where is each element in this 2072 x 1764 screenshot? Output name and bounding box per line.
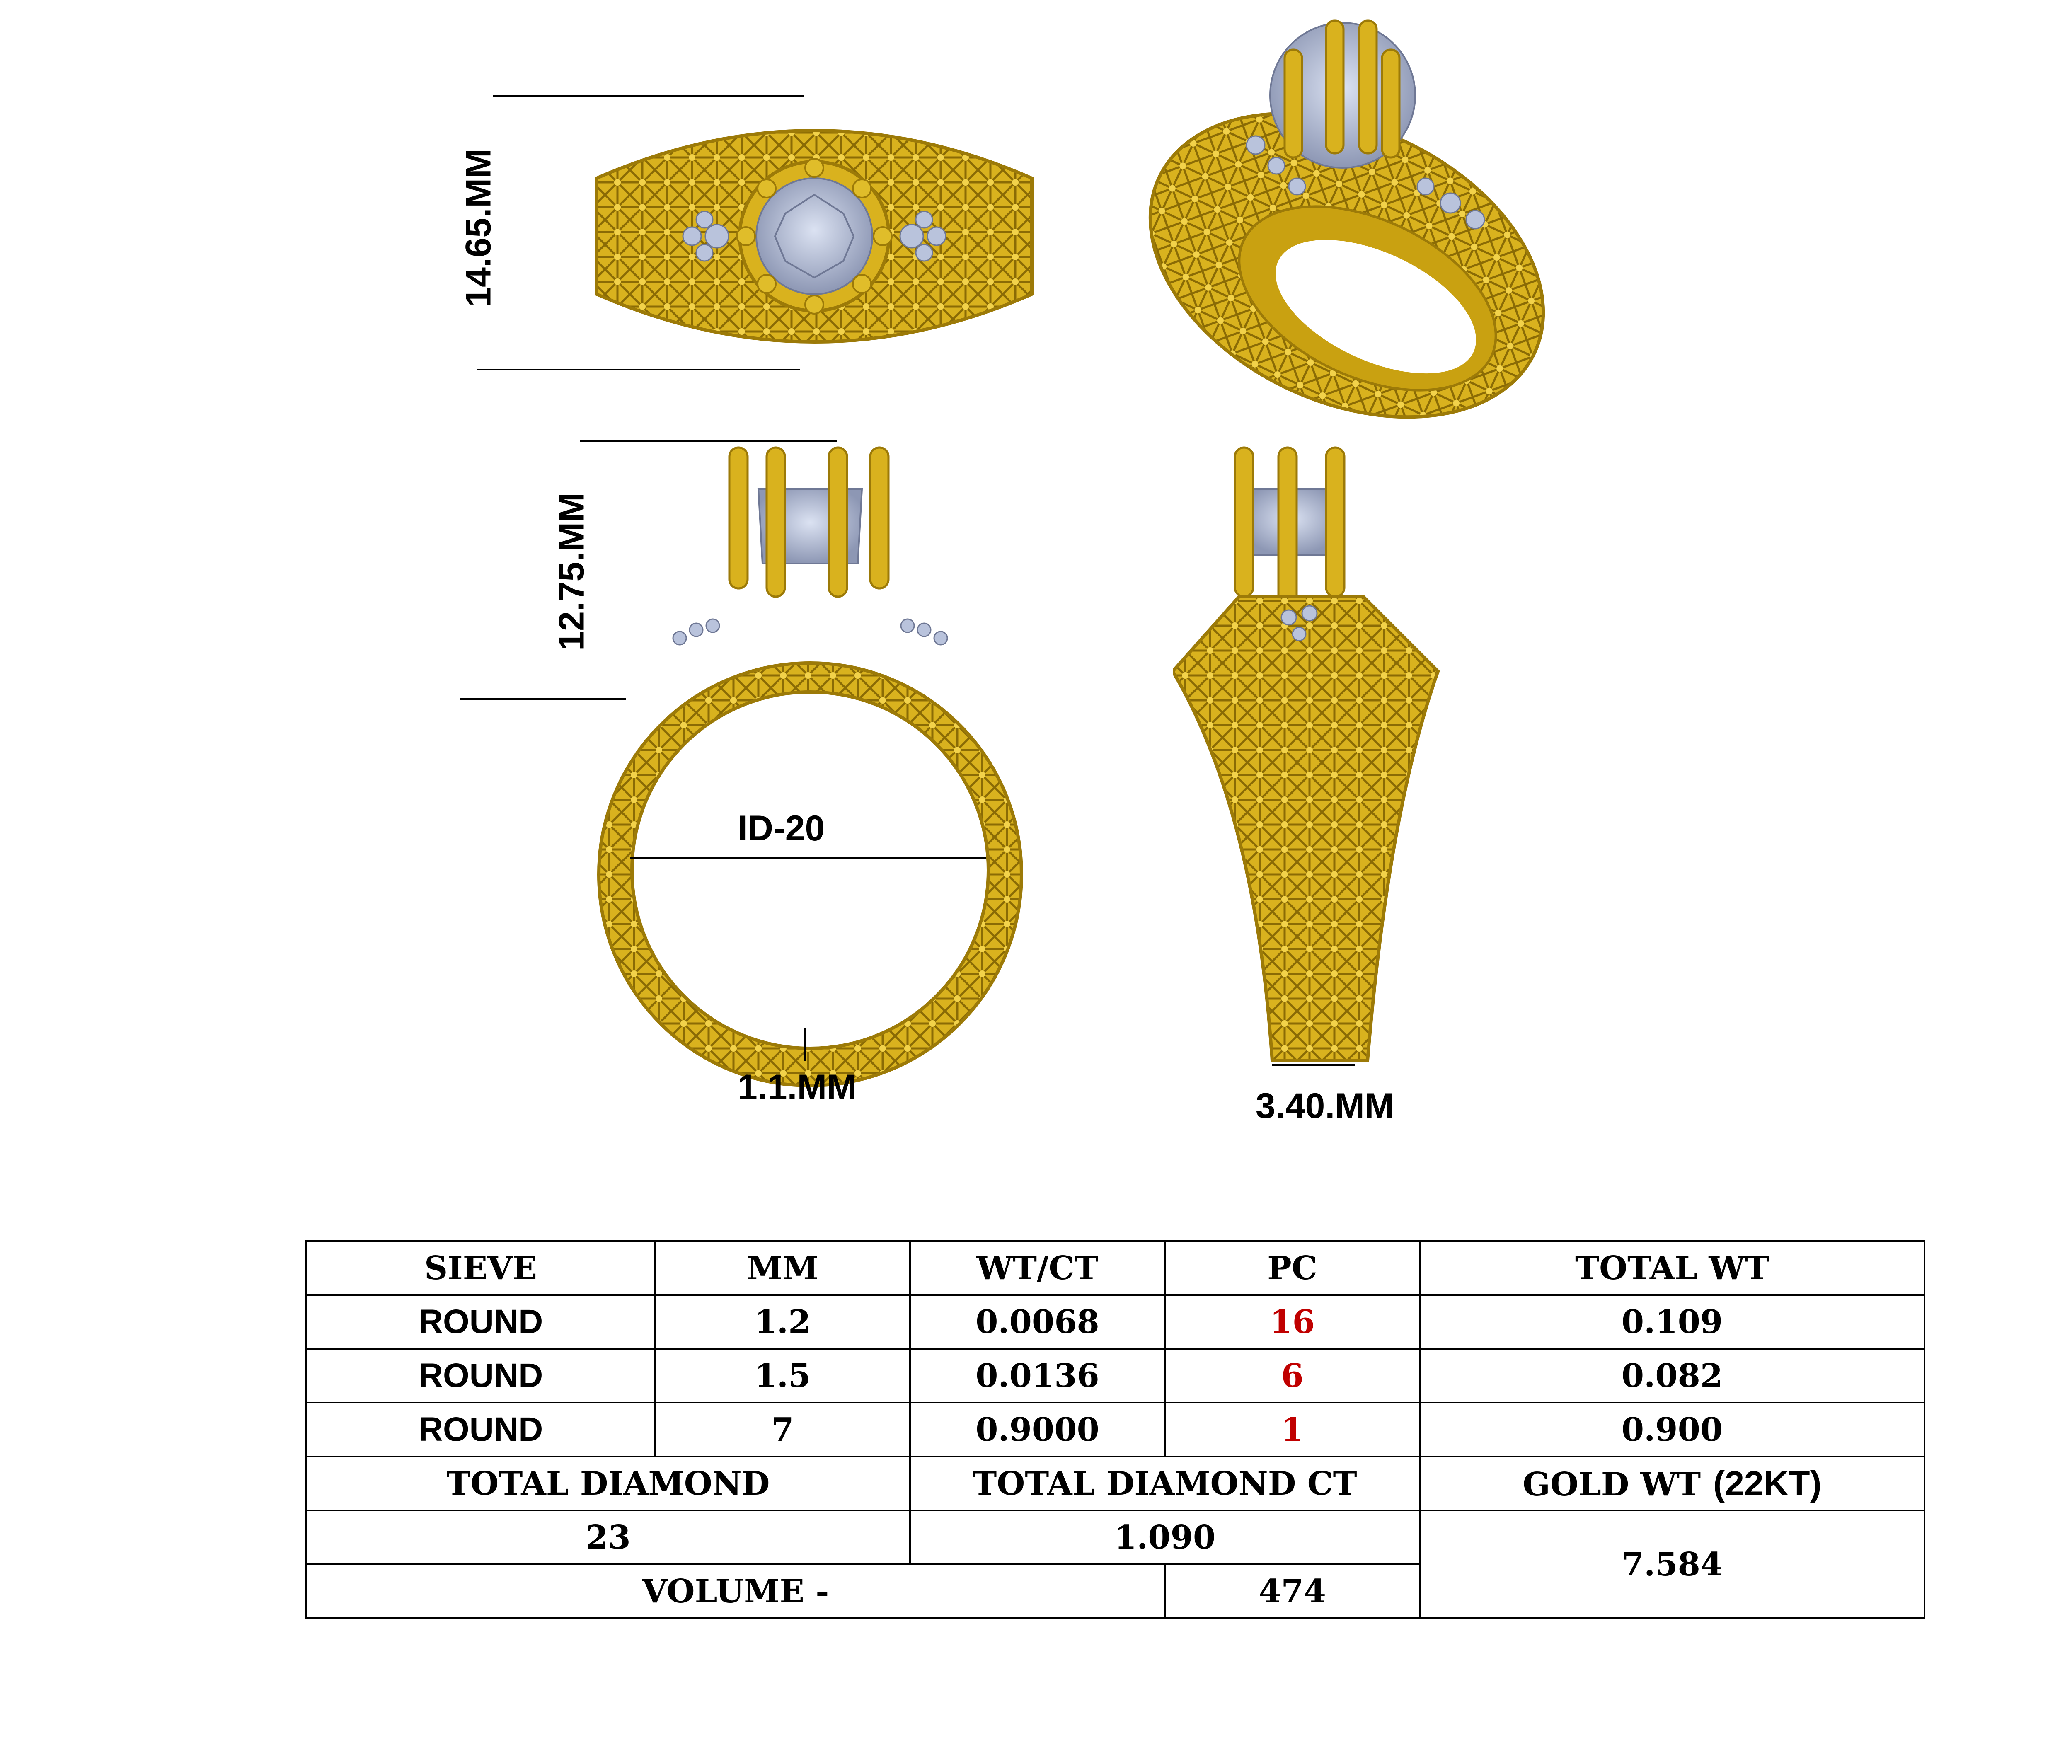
gold-wt-label: GOLD WT	[1523, 1465, 1701, 1503]
header-pc: PC	[1165, 1241, 1420, 1295]
inner-diameter-label: ID-20	[738, 808, 825, 848]
cell-total-wt: 0.082	[1420, 1349, 1924, 1403]
table-row	[306, 1295, 1924, 1349]
totals-header-row	[306, 1457, 1924, 1510]
ring-perspective-view	[1119, 8, 1575, 477]
gold-wt-value: 7.584	[1420, 1510, 1924, 1618]
header-wt-ct: WT/CT	[910, 1241, 1165, 1295]
inner-diameter-line	[630, 857, 986, 859]
cell-mm: 1.2	[655, 1295, 910, 1349]
side-height-line-lower	[460, 698, 626, 700]
cell-sieve: ROUND	[306, 1403, 655, 1457]
shank-width-line	[1272, 1064, 1355, 1066]
cell-pc: 16	[1165, 1295, 1420, 1349]
ring-front-view	[572, 439, 1069, 1102]
cell-sieve: ROUND	[306, 1295, 655, 1349]
cell-total-wt: 0.109	[1420, 1295, 1924, 1349]
cell-total-wt: 0.900	[1420, 1403, 1924, 1457]
cell-wt-ct: 0.0136	[910, 1349, 1165, 1403]
diamond-spec-table	[305, 1240, 1925, 1619]
cell-mm: 1.5	[655, 1349, 910, 1403]
gold-karat-label: (22KT)	[1713, 1464, 1822, 1503]
header-sieve: SIEVE	[306, 1241, 655, 1295]
volume-value: 474	[1165, 1564, 1420, 1618]
table-header-row	[306, 1241, 1924, 1295]
table-row	[306, 1403, 1924, 1457]
header-total-wt: TOTAL WT	[1420, 1241, 1924, 1295]
shank-width-label: 3.40.MM	[1256, 1086, 1394, 1126]
top-height-line-upper	[493, 95, 804, 97]
top-height-line-lower	[477, 369, 800, 370]
cell-wt-ct: 0.9000	[910, 1403, 1165, 1457]
shank-thickness-tick	[804, 1028, 806, 1061]
totals-value-row	[306, 1510, 1924, 1564]
table-row	[306, 1349, 1924, 1403]
side-height-line-upper	[580, 440, 837, 442]
ring-side-view	[1173, 439, 1463, 1077]
total-diamond-value: 23	[306, 1510, 910, 1564]
top-height-label: 14.65.MM	[458, 148, 499, 307]
shank-thickness-label: 1.1.MM	[738, 1067, 857, 1107]
side-height-label: 12.75.MM	[552, 492, 592, 651]
total-diamond-ct-label: TOTAL DIAMOND CT	[910, 1457, 1420, 1510]
total-diamond-ct-value: 1.090	[910, 1510, 1420, 1564]
volume-label: VOLUME -	[306, 1564, 1165, 1618]
cell-pc: 6	[1165, 1349, 1420, 1403]
cell-wt-ct: 0.0068	[910, 1295, 1165, 1349]
header-mm: MM	[655, 1241, 910, 1295]
gold-wt-header	[1420, 1457, 1924, 1510]
cell-pc: 1	[1165, 1403, 1420, 1457]
ring-top-view	[580, 95, 1048, 377]
total-diamond-label: TOTAL DIAMOND	[306, 1457, 910, 1510]
cell-sieve: ROUND	[306, 1349, 655, 1403]
cell-mm: 7	[655, 1403, 910, 1457]
